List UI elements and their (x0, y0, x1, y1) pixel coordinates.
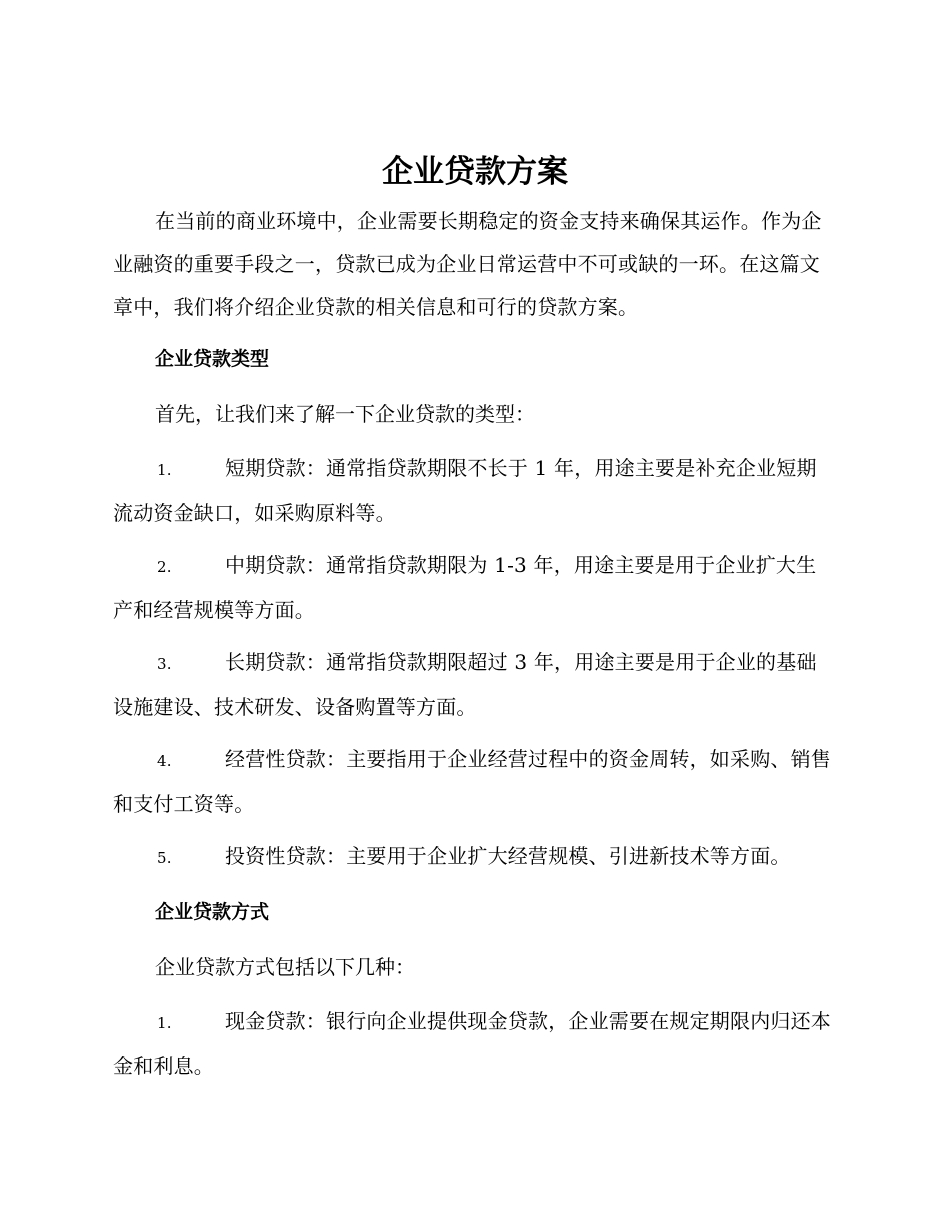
list-number: 2. (157, 558, 172, 576)
list-item (113, 544, 835, 632)
list-item (113, 1000, 835, 1088)
section-lead-loan-types: 首先，让我们来了解一下企业贷款的类型： (155, 402, 535, 426)
list-item (113, 738, 835, 826)
list-item-text: 经营性贷款：主要指用于企业经营过程中的资金周转，如采购、销售和支付工资等。 (113, 747, 831, 816)
list-item-text: 现金贷款：银行向企业提供现金贷款，企业需要在规定期限内归还本金和利息。 (113, 1009, 831, 1078)
list-item-text: 短期贷款：通常指贷款期限不长于 1 年，用途主要是补充企业短期流动资金缺口，如采购原料等。 (113, 456, 817, 525)
list-item-text: 投资性贷款：主要用于企业扩大经营规模、引进新技术等方面。 (225, 844, 791, 868)
section-lead-loan-methods: 企业贷款方式包括以下几种： (155, 955, 415, 979)
section-heading-loan-methods: 企业贷款方式 (155, 901, 270, 923)
list-item-text: 长期贷款：通常指贷款期限超过 3 年，用途主要是用于企业的基础设施建设、技术研发、设备购置等方面。 (113, 650, 817, 719)
section-heading-loan-types: 企业贷款类型 (155, 348, 270, 370)
list-number: 1. (157, 461, 172, 479)
list-item (113, 447, 835, 535)
list-item-text: 中期贷款：通常指贷款期限为 1-3 年，用途主要是用于企业扩大生产和经营规模等方面。 (113, 553, 817, 622)
intro-paragraph: 在当前的商业环境中，企业需要长期稳定的资金支持来确保其运作。作为企业融资的重要手段之一，贷款已成为企业日常运营中不可或缺的一环。在这篇文章中，我们将介绍企业贷款的相关信息和可行的贷款方案。 (113, 209, 822, 319)
list-number: 1. (157, 1014, 172, 1032)
list-number: 5. (157, 849, 172, 867)
list-item (113, 641, 835, 729)
list-number: 4. (157, 752, 172, 770)
document-title: 企业贷款方案 (382, 154, 568, 190)
list-number: 3. (157, 655, 172, 673)
list-item (113, 835, 835, 880)
